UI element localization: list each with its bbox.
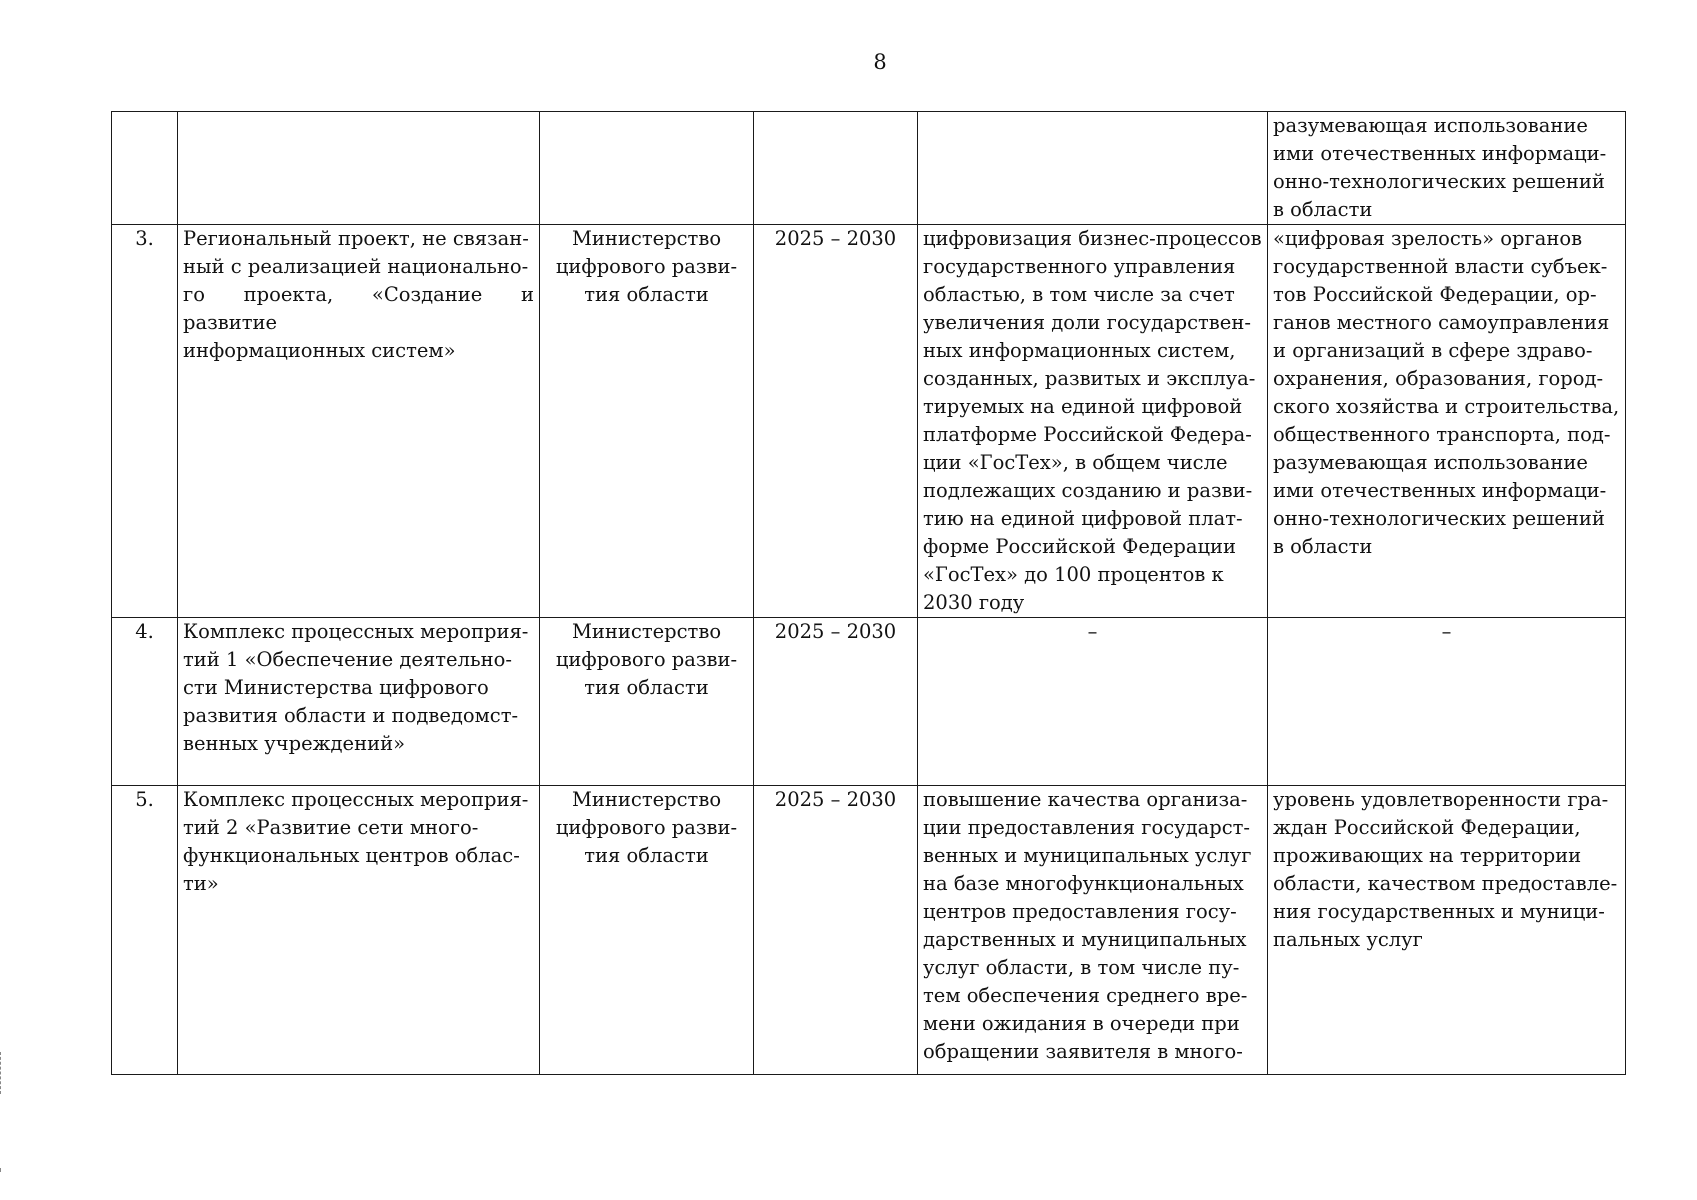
implementation-period: 2025 – 2030: [754, 618, 918, 786]
scan-edge-mark: [0, 1168, 5, 1172]
measure-name: Региональный проект, не связан- ный с реализацией национально- го проекта, «Создание и развитие информационных систем»: [178, 225, 540, 618]
measure-name: Комплекс процессных мероприя- тий 2 «Развитие сети много- функциональных центров облас- ти»: [178, 786, 540, 1075]
table-row: [112, 112, 1626, 225]
responsible-body: Министерство цифрового разви- тия области: [540, 618, 754, 786]
implementation-period: 2025 – 2030: [754, 225, 918, 618]
programme-structure-table: [111, 111, 1626, 1075]
indicator-link: разумевающая использование ими отечественных информаци- онно-технологических решений в области: [1268, 112, 1626, 225]
table-row: [112, 225, 1626, 618]
responsible-body: [540, 112, 754, 225]
row-number: 5.: [112, 786, 178, 1075]
row-number: [112, 112, 178, 225]
implementation-period: [754, 112, 918, 225]
page-number: 8: [873, 50, 887, 74]
measure-name: Комплекс процессных мероприя- тий 1 «Обеспечение деятельно- сти Министерства цифрового развития области и подведомст- венных учреждений»: [178, 618, 540, 786]
table-row: [112, 618, 1626, 786]
task-description: цифровизация бизнес-процессов государственного управления областью, в том числе за счет увеличения доли государствен- ных информационных систем, созданных, развитых и эксплуа- тируемых на единой цифровой платформе Российской Федера- ции «ГосТех», в общем числе подлежащих созданию и разви- тию на единой цифровой плат- форме Российской Федерации «ГосТех» до 100 процентов к 2030 году: [918, 225, 1268, 618]
implementation-period: 2025 – 2030: [754, 786, 918, 1075]
empty-dash: –: [1087, 620, 1098, 643]
task-description: [918, 112, 1268, 225]
indicator-link: уровень удовлетворенности гра- ждан Российской Федерации, проживающих на территории области, качеством предоставле- ния государственных и муници- пальных услуг: [1268, 786, 1626, 1075]
indicator-link: [1268, 618, 1626, 786]
indicator-link: «цифровая зрелость» органов государственной власти субъек- тов Российской Федерации, ор- ганов местного самоуправления и организаций в сфере здраво- охранения, образования, город- ского хозяйства и строительства, общественного транспорта, под- разумевающая использование ими отечественных информаци- онно-технологических решений в области: [1268, 225, 1626, 618]
task-description: повышение качества организа- ции предоставления государст- венных и муниципальных услуг на базе многофункциональных центров предоставления госу- дарственных и муниципальных услуг области, в том числе пу- тем обеспечения среднего вре- мени ожидания в очереди при обращении заявителя в много-: [918, 786, 1268, 1075]
row-number: 4.: [112, 618, 178, 786]
empty-dash: –: [1441, 620, 1452, 643]
responsible-body: Министерство цифрового разви- тия области: [540, 786, 754, 1075]
responsible-body: Министерство цифрового разви- тия области: [540, 225, 754, 618]
task-description: [918, 618, 1268, 786]
measure-name: [178, 112, 540, 225]
table-row: [112, 786, 1626, 1075]
row-number: 3.: [112, 225, 178, 618]
scan-edge-mark: [0, 1052, 5, 1094]
